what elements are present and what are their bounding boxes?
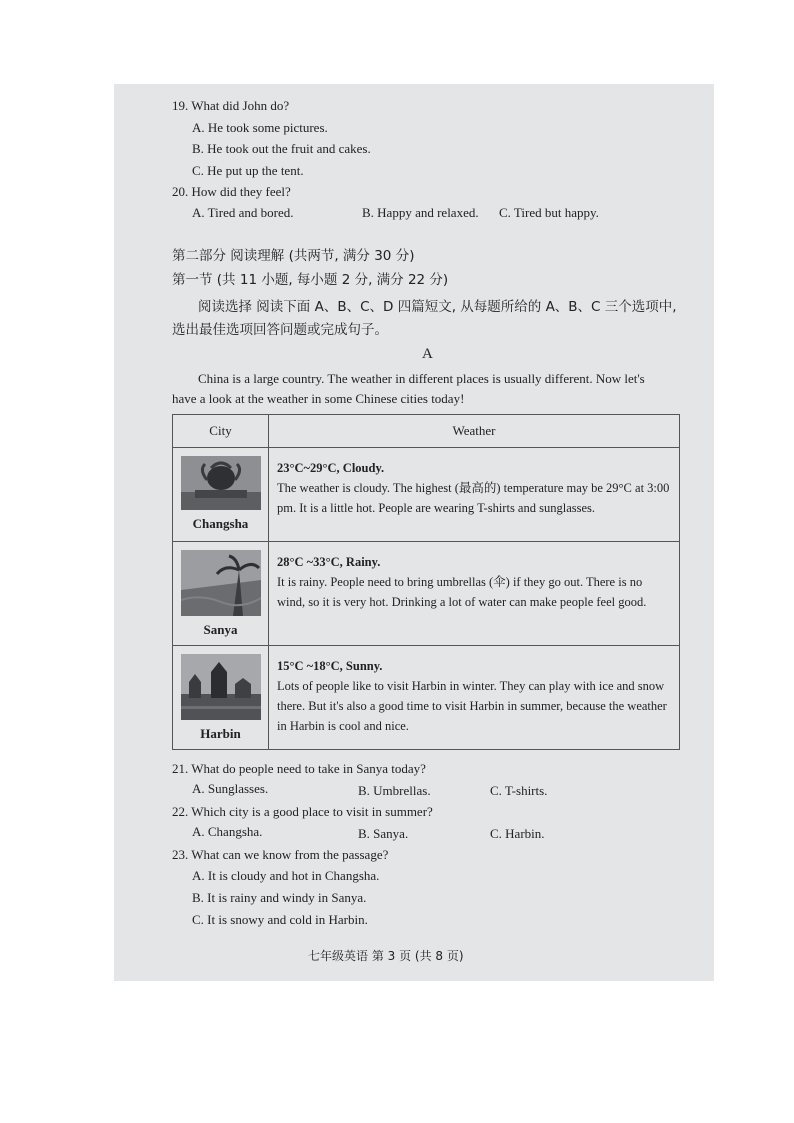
harbin-photo: [181, 654, 261, 720]
weather-description: Lots of people like to visit Harbin in winter. They can play with ice and snow there. But it's also a good time to visit Harbin in summer, because the weather in Harbin is cool and nice.: [277, 679, 667, 733]
q20-option-b: B. Happy and relaxed.: [362, 205, 479, 220]
table-row: [173, 646, 680, 750]
table-row: [173, 448, 680, 542]
weather-description: It is rainy. People need to bring umbrellas (伞) if they go out. There is no wind, so it is very hot. Drinking a lot of water can make people feel good.: [277, 575, 647, 609]
weather-cell-harbin: [269, 646, 680, 750]
header-city: City: [173, 415, 269, 448]
q22-option-a: A. Changsha.: [192, 824, 263, 839]
exam-page: [114, 84, 714, 981]
q23-option-b: B. It is rainy and windy in Sanya.: [192, 890, 367, 905]
passage-intro-line-2: have a look at the weather in some Chinese cities today!: [172, 391, 465, 406]
city-cell-sanya: [173, 542, 269, 646]
weather-headline: 15°C ~18°C, Sunny.: [277, 659, 383, 673]
weather-cell-changsha: [269, 448, 680, 542]
q19-option-c: C. He put up the tent.: [192, 163, 304, 178]
q21-option-a: A. Sunglasses.: [192, 781, 269, 796]
question-23: 23. What can we know from the passage?: [172, 847, 389, 862]
question-20: 20. How did they feel?: [172, 184, 291, 199]
q20-option-c: C. Tired but happy.: [499, 205, 599, 220]
weather-cell-sanya: [269, 542, 680, 646]
page-footer: 七年级英语 第 3 页 (共 8 页): [308, 949, 464, 963]
city-cell-harbin: [173, 646, 269, 750]
question-19: 19. What did John do?: [172, 98, 290, 113]
weather-headline: 28°C ~33°C, Rainy.: [277, 555, 381, 569]
q21-option-c: C. T-shirts.: [490, 783, 548, 798]
instruction-line-2: 选出最佳选项回答问题或完成句子。: [172, 322, 388, 338]
q21-option-b: B. Umbrellas.: [358, 783, 431, 798]
changsha-photo: [181, 456, 261, 510]
instruction-line-1: 阅读选择 阅读下面 A、B、C、D 四篇短文, 从每题所给的 A、B、C 三个选项中,: [198, 299, 677, 315]
header-weather: Weather: [269, 415, 680, 448]
q19-option-a: A. He took some pictures.: [192, 120, 328, 135]
q20-option-a: A. Tired and bored.: [192, 205, 294, 220]
sanya-photo: [181, 550, 261, 616]
weather-table: [172, 414, 680, 750]
city-name: Sanya: [203, 622, 238, 637]
q19-option-b: B. He took out the fruit and cakes.: [192, 141, 371, 156]
passage-label: A: [422, 346, 433, 362]
city-name: Harbin: [200, 726, 241, 741]
section-heading: 第一节 (共 11 小题, 每小题 2 分, 满分 22 分): [172, 272, 449, 288]
table-header-row: [173, 415, 680, 448]
question-21: 21. What do people need to take in Sanya today?: [172, 761, 426, 776]
weather-headline: 23°C~29°C, Cloudy.: [277, 461, 385, 475]
q23-option-a: A. It is cloudy and hot in Changsha.: [192, 868, 380, 883]
part-heading: 第二部分 阅读理解 (共两节, 满分 30 分): [172, 248, 415, 264]
q22-option-b: B. Sanya.: [358, 826, 409, 841]
city-cell-changsha: [173, 448, 269, 542]
passage-intro-line-1: China is a large country. The weather in different places is usually different. Now let's: [198, 371, 645, 386]
question-22: 22. Which city is a good place to visit in summer?: [172, 804, 433, 819]
weather-description: The weather is cloudy. The highest (最高的) temperature may be 29°C at 3:00 pm. It is a little hot. People are wearing T-shirts and sunglasses.: [277, 481, 670, 515]
q22-option-c: C. Harbin.: [490, 826, 545, 841]
q23-option-c: C. It is snowy and cold in Harbin.: [192, 912, 368, 927]
city-name: Changsha: [192, 516, 249, 531]
table-row: [173, 542, 680, 646]
